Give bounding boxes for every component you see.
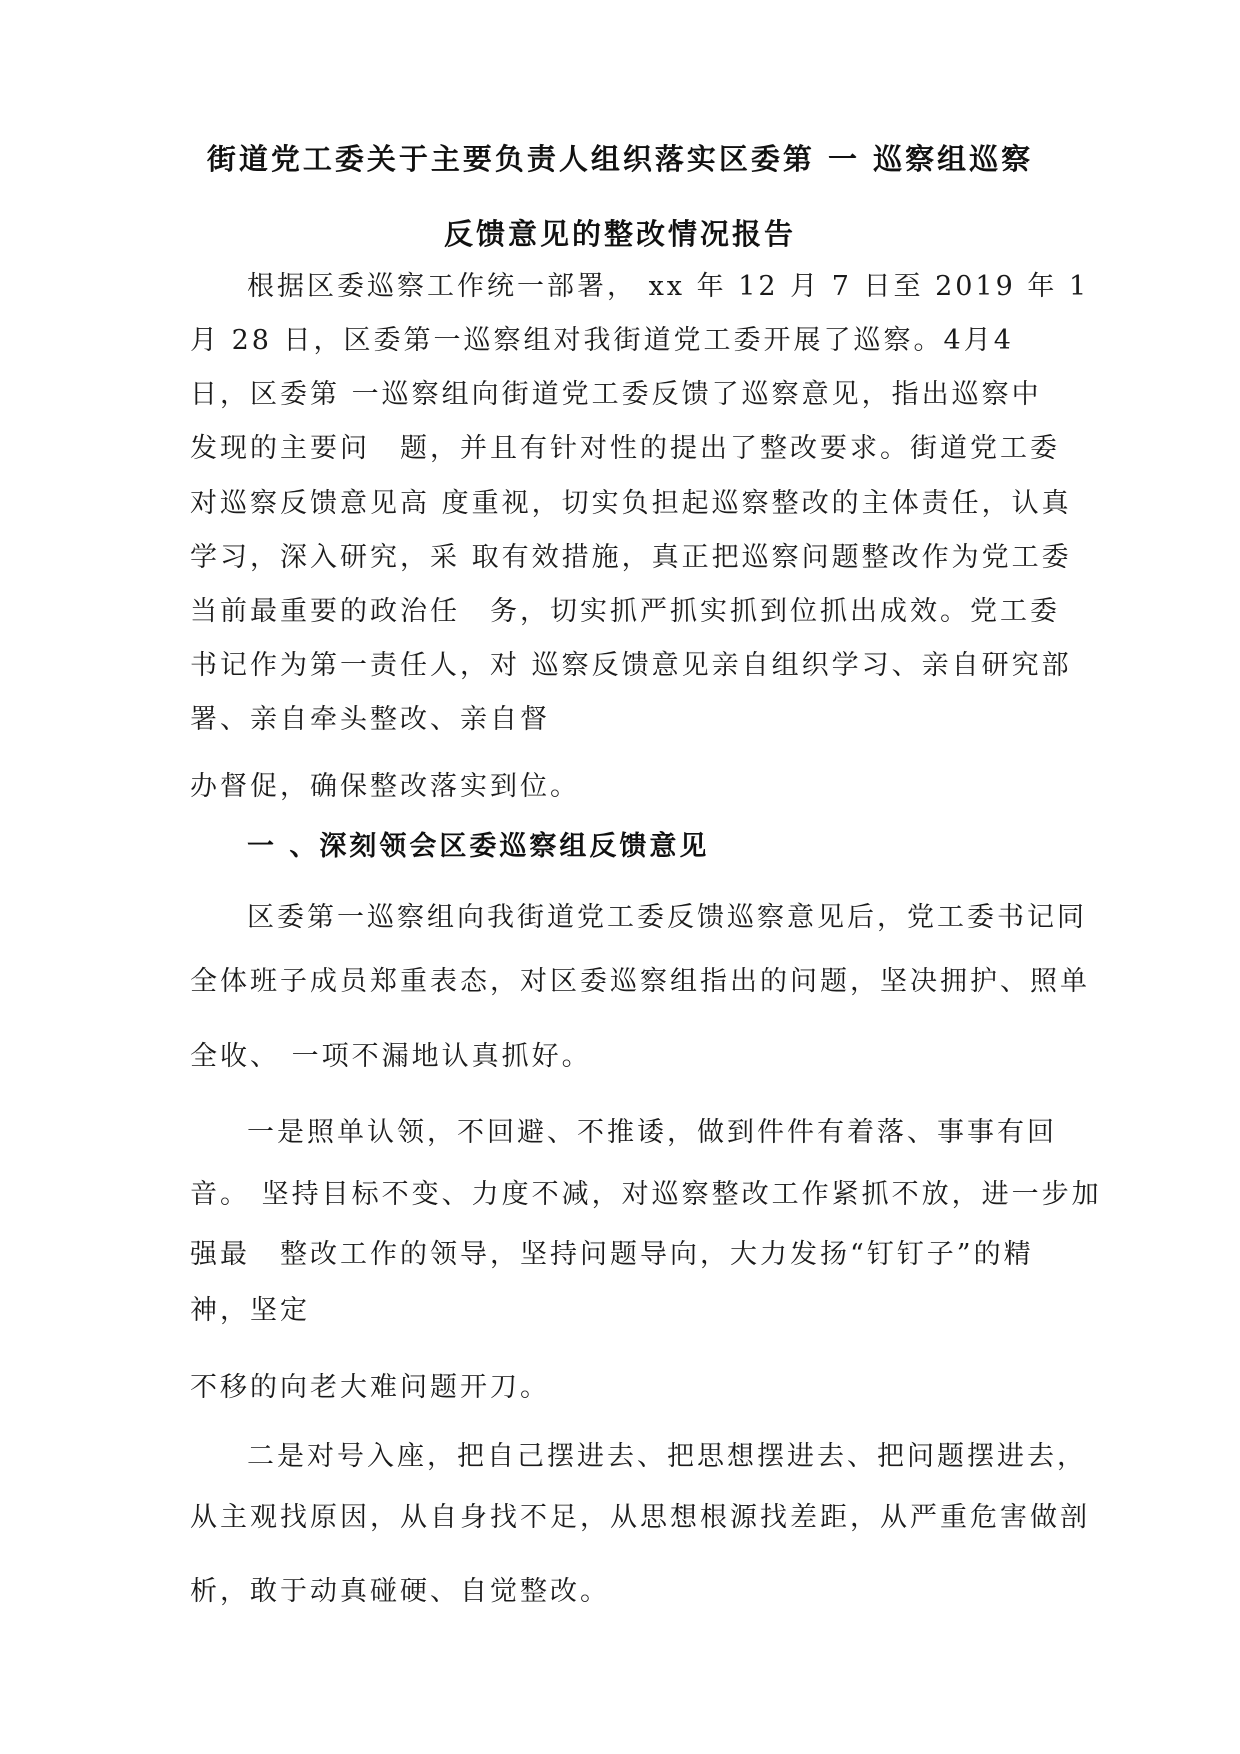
intro-line: 发现的主要问 题，并且有针对性的提出了整改要求。街道党工委 [190, 433, 1060, 464]
point-line: 强最 整改工作的领导，坚持问题导向，大力发扬“钉钉子”的精 [190, 1239, 1034, 1270]
document-title-line-2: 反馈意见的整改情况报告 [443, 217, 796, 251]
section-line: 全收、 一项不漏地认真抓好。 [190, 1041, 592, 1072]
point-line: 二是对号入座，把自己摆进去、把思想摆进去、把问题摆进去， [247, 1441, 1087, 1472]
point-line: 神，坚定 [190, 1295, 310, 1326]
section-line: 区委第一巡察组向我街道党工委反馈巡察意见后，党工委书记同 [247, 902, 1087, 933]
intro-line: 对巡察反馈意见高 度重视，切实负担起巡察整改的主体责任，认真 [190, 488, 1072, 519]
intro-line: 办督促，确保整改落实到位。 [190, 771, 580, 802]
section-line: 全体班子成员郑重表态，对区委巡察组指出的问题，坚决拥护、照单 [190, 966, 1090, 997]
document-title-line-1: 街道党工委关于主要负责人组织落实区委第 一 巡察组巡察 [206, 142, 1034, 176]
intro-line: 月 28 日，区委第一巡察组对我街道党工委开展了巡察。4月4 [190, 325, 1014, 356]
point-line: 一是照单认领，不回避、不推诿，做到件件有着落、事事有回 [247, 1117, 1057, 1148]
point-line: 音。 坚持目标不变、力度不减，对巡察整改工作紧抓不放，进一步加 [190, 1179, 1102, 1210]
intro-line: 学习，深入研究，采 取有效措施，真正把巡察问题整改作为党工委 [190, 542, 1072, 573]
point-line: 析，敢于动真碰硬、自觉整改。 [190, 1576, 610, 1607]
point-line: 从主观找原因，从自身找不足，从思想根源找差距，从严重危害做剖 [190, 1502, 1090, 1533]
intro-line: 当前最重要的政治任 务，切实抓严抓实抓到位抓出成效。党工委 [190, 596, 1060, 627]
point-line: 不移的向老大难问题开刀。 [190, 1372, 550, 1403]
intro-line: 日，区委第 一巡察组向街道党工委反馈了巡察意见，指出巡察中 [190, 379, 1042, 410]
section-heading: 一 、深刻领会区委巡察组反馈意见 [247, 831, 710, 862]
intro-line: 根据区委巡察工作统一部署， xx 年 12 月 7 日至 2019 年 1 [247, 271, 1090, 302]
intro-line: 书记作为第一责任人，对 巡察反馈意见亲自组织学习、亲自研究部 [190, 650, 1072, 681]
intro-line: 署、亲自牵头整改、亲自督 [190, 704, 550, 735]
